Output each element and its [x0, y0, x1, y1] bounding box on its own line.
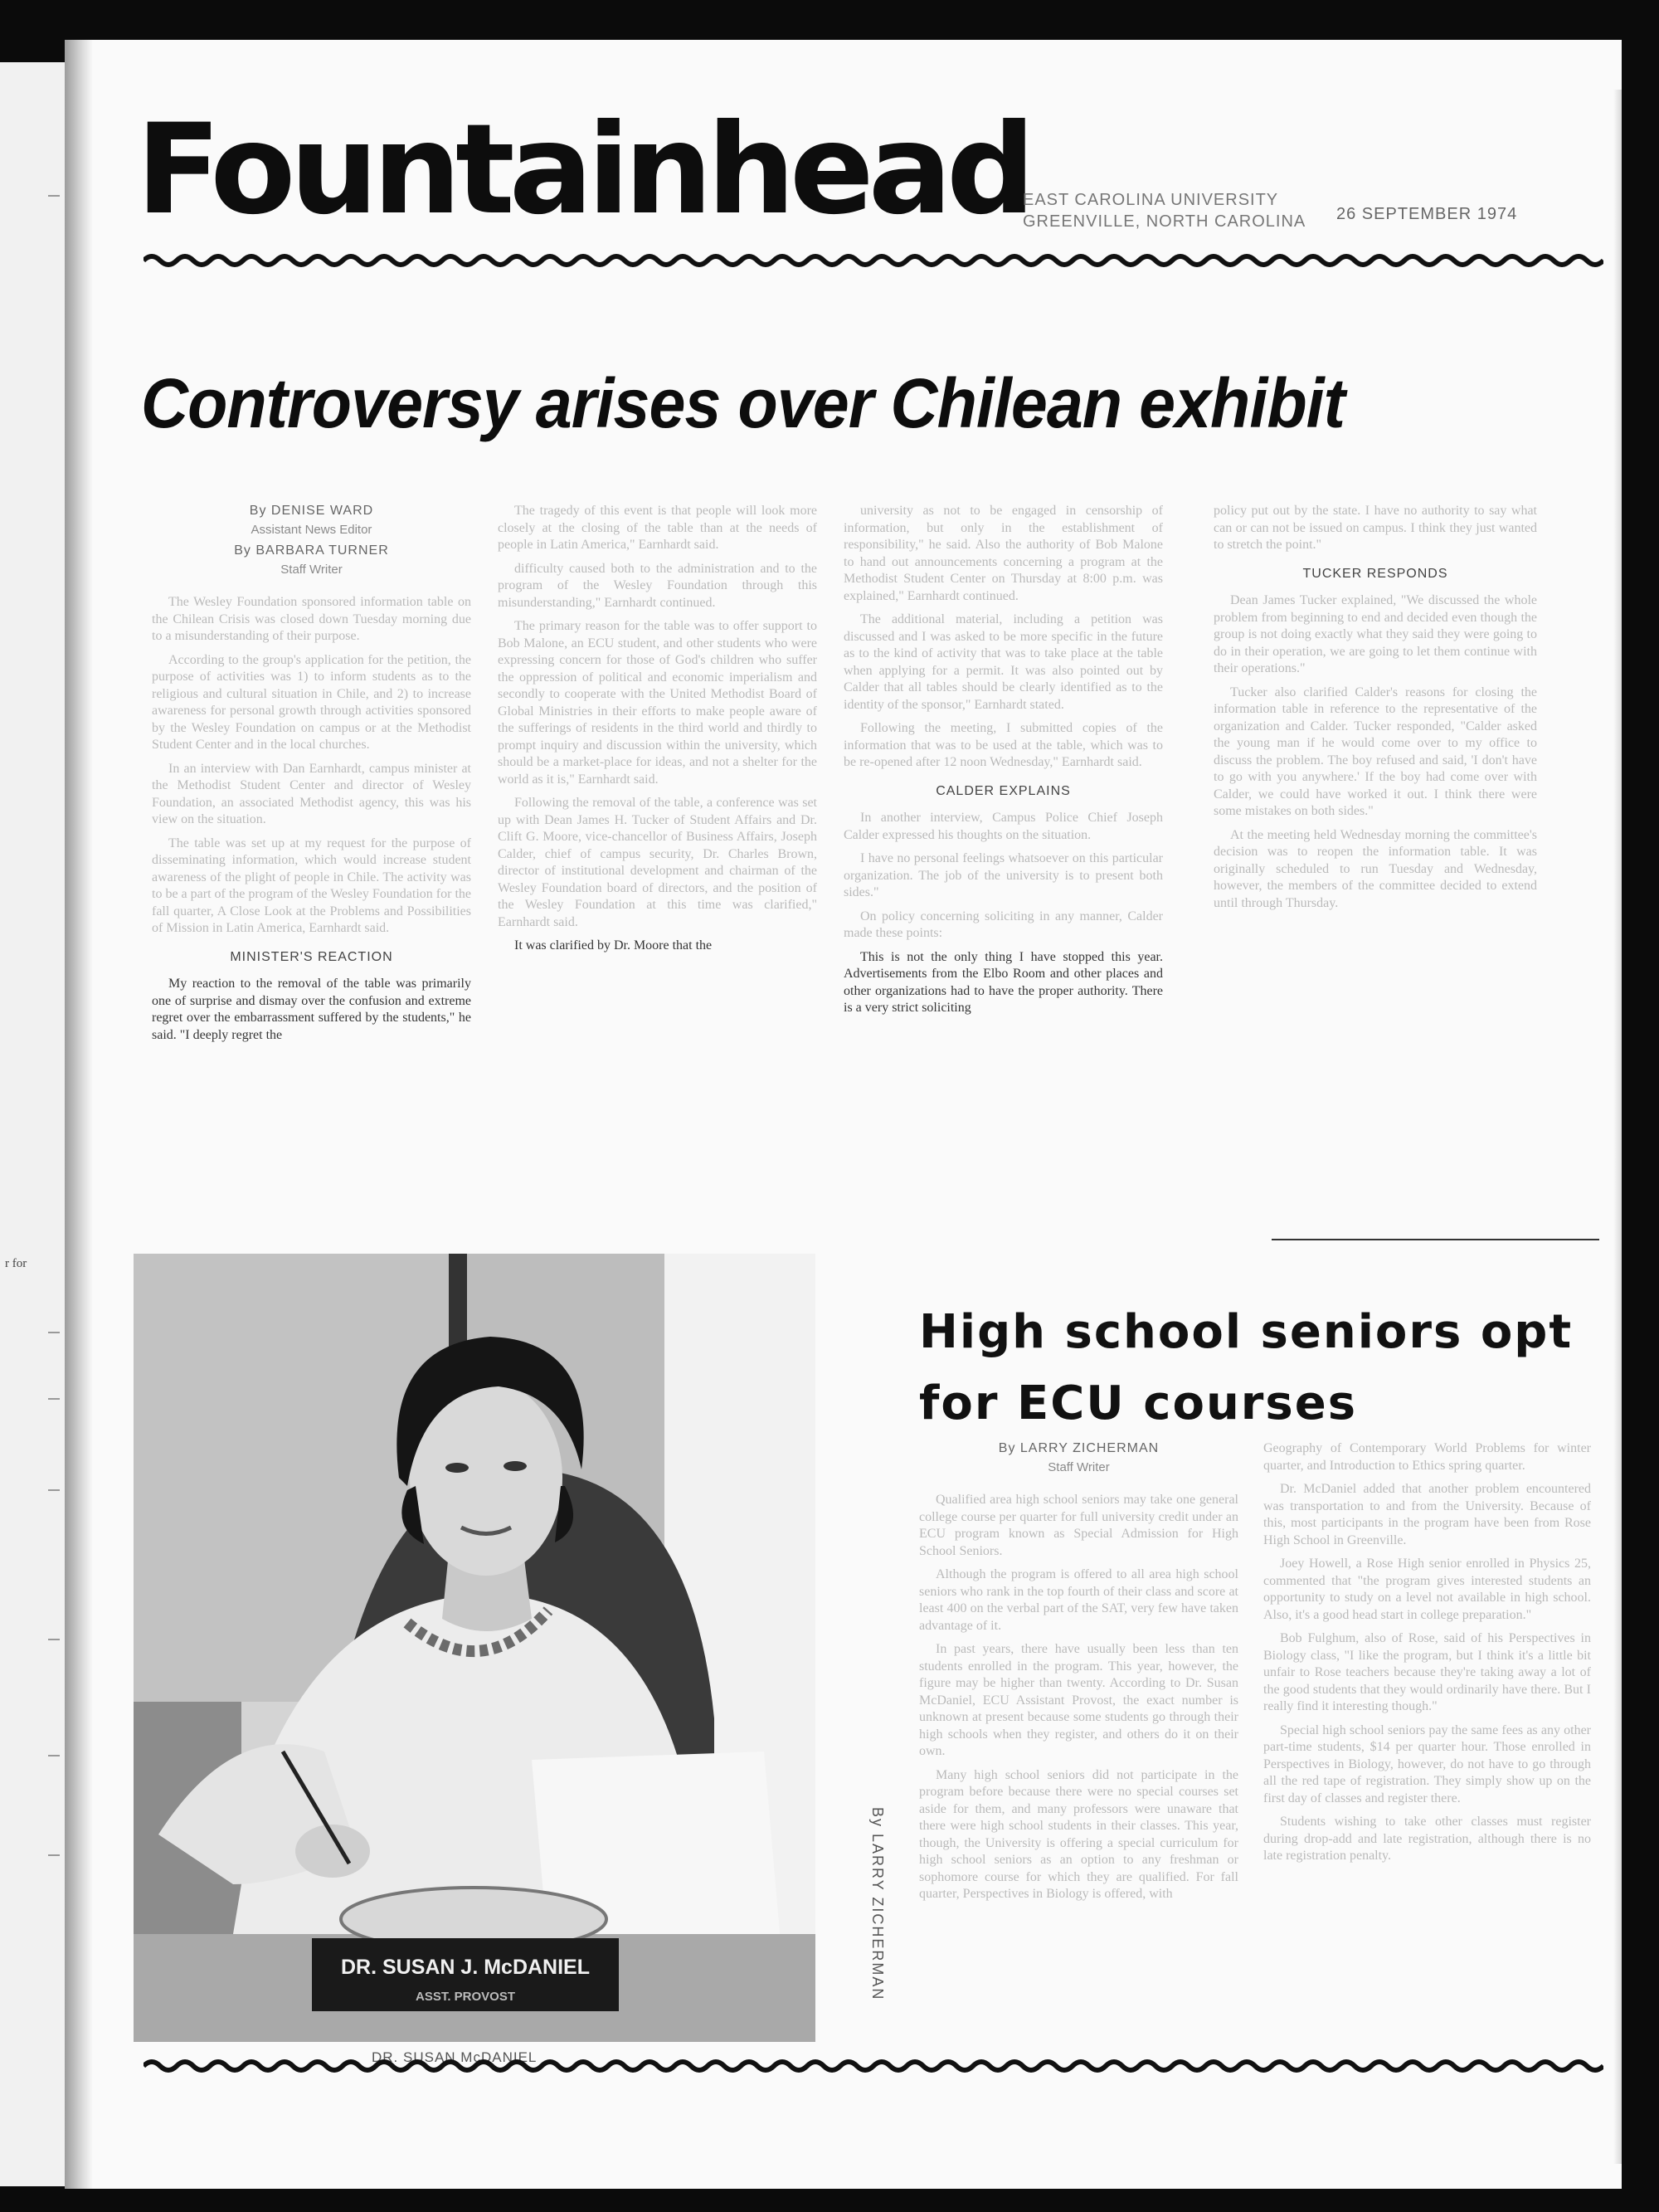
- story2-col2-para: Joey Howell, a Rose High senior enrolled in Physics 25, commented that "the program gives interested students an opportunity to study on a level not available in high school. Also, it's a good head start in college preparation.": [1263, 1557, 1591, 1622]
- story2-headline-line-1: High school seniors opt: [919, 1305, 1574, 1359]
- story2-col2-para: Dr. McDaniel added that another problem encountered was transportation to and from the University. Because of this, most participants in the program have been from Rose High School in Greenville.: [1263, 1482, 1591, 1547]
- previous-page-edge: [0, 62, 65, 2186]
- story1-col3-para: Following the meeting, I submitted copies of the information that was to be used at the table, which was to be re-opened after 12 noon Wednesday," Earnhardt said.: [844, 721, 1163, 769]
- story1-col2-para: The primary reason for the table was to offer support to Bob Malone, an ECU student, and other students who were expressing concern for those of God's children who suffer the oppression of political and economic imperialism and secondly to cooperate with the United Methodist Board of Global Ministries in their efforts to make people aware of the sufferings of residents in the third world and thirdly to prompt inquiry and discussion within the university, which should be a market-place for ideas, and not a shelter for the world as it is," Earnhardt said.: [498, 619, 817, 787]
- story1-column-4: [1214, 503, 1537, 1183]
- masthead-wavy-rule: [144, 249, 1603, 269]
- story1-col3-para: In another interview, Campus Police Chief Joseph Calder expressed his thoughts on the situation.: [844, 811, 1163, 842]
- story1-col1-para: In an interview with Dan Earnhardt, campus minister at the Methodist Student Center and director of Wesley Foundation, an associated Methodist agency, this was his view on the situation.: [152, 761, 471, 826]
- newspaper-page: [65, 40, 1622, 2189]
- story2-col1-para: Although the program is offered to all area high school seniors who rank in the top fourth of their class and score at least 400 on the verbal part of the SAT, very few have taken advantage of it.: [919, 1567, 1238, 1633]
- photo-illustration: [134, 1254, 815, 2042]
- story2-col1-para: Many high school seniors did not participate in the program before because there were no special courses set aside for them, and many professors were unaware that there were high school students in their classes. This year, though, the University is offering a special curriculum for high school seniors as an option to any freshman or sophomore course for which they are qualified. For fall quarter, Perspectives in Biology is offered, with: [919, 1767, 1238, 1901]
- story1-col1-para: According to the group's application for the petition, the purpose of activities was 1) to inform students as to the religious and cultural situation in Chile, and 2) to increase awareness for personal growth through activities sponsored by the Wesley Foundation on campus or at the Methodist Student Center and in the local churches.: [152, 652, 471, 752]
- subhead-calder-explains: CALDER EXPLAINS: [936, 783, 1071, 798]
- footer-wavy-rule: [144, 2056, 1603, 2076]
- mcdaniel-photo: [134, 1254, 815, 2042]
- nameplate-name: DR. SUSAN J. McDANIEL: [340, 1956, 591, 1979]
- story1-col3-para: This is not the only thing I have stopped this year. Advertisements from the Elbo Room and other places and other organizations had to have the proper authority. There is a very strict soliciting: [844, 949, 1163, 1015]
- story1-role-2: Staff Writer: [280, 563, 343, 577]
- story1-headline: Controversy arises over Chilean exhibit: [141, 364, 1345, 442]
- story1-col1-para: The table was set up at my request for the purpose of disseminating information, which would increase student awareness of the plight of people in Chile. The activity was to be a part of the program of the Wesley Foundation for the fall quarter, A Close Look at the Problems and Possibilities of Mission in Latin America, Earnhardt said.: [152, 836, 471, 935]
- story2-col1-para: Qualified area high school seniors may take one general college course per quarter for full university credit under an ECU program known as Special Admission for High School Seniors.: [919, 1493, 1238, 1558]
- masthead-date: 26 SEPTEMBER 1974: [1336, 205, 1518, 223]
- story2-col2-para: Bob Fulghum, also of Rose, said of his Perspectives in Biology class, "I like the program, but I think it's a little bit unfair to Rose teachers because they're taking away a lot of the good students that they would ordinarily have there. But I really find it interesting though.": [1263, 1631, 1591, 1713]
- story1-col2-para: The tragedy of this event is that people will look more closely at the closing of the table than at the needs of people in Latin America," Earnhardt said.: [498, 504, 817, 552]
- story1-col3-para: I have no personal feelings whatsoever on this particular organization. The job of the university is to present both sides.": [844, 851, 1163, 899]
- story2-headline: [919, 1297, 1573, 1440]
- masthead-title: Fountainhead: [136, 98, 1030, 242]
- column-divider-rule: [1272, 1239, 1599, 1240]
- story1-role-1: Assistant News Editor: [251, 523, 372, 537]
- story1-col3-para: The additional material, including a petition was discussed and I was asked to be more specific in the future as to the kind of activity that was to take place at the table when applying for a permit. It was also pointed out by Calder that all tables should be clearly identified as to the identity of the sponsor," Earnhardt stated.: [844, 612, 1163, 712]
- photo-caption: DR. SUSAN McDANIEL: [372, 2049, 538, 2065]
- story1-col2-para: Following the removal of the table, a conference was set up with Dean James H. Tucker of Student Affairs and Dr. Clift G. Moore, vice-chancellor of Business Affairs, Joseph Calder, chief of campus security, Dr. Charles Brown, director of institutional development and chairman of the Wesley Foundation board of directors, and the position of the Wesley Foundation at this time was clarified," Earnhardt said.: [498, 796, 817, 929]
- page-edge-shadow: [1613, 90, 1622, 2164]
- masthead-info: [1023, 189, 1306, 232]
- story1-column-1: [152, 503, 471, 1266]
- story1-col4-para: policy put out by the state. I have no authority to say what can or can not be issued on campus. I think they just wanted to stretch the point.": [1214, 504, 1537, 552]
- story2-headline-line-2: for ECU courses: [919, 1376, 1358, 1430]
- story2-column-2: [1263, 1440, 1591, 2079]
- masthead-location: GREENVILLE, NORTH CAROLINA: [1023, 212, 1306, 231]
- page-gutter: [65, 40, 93, 2189]
- nameplate-title: ASST. PROVOST: [415, 1990, 516, 2004]
- story2-col2-para: Geography of Contemporary World Problems for winter quarter, and Introduction to Ethics spring quarter.: [1263, 1441, 1591, 1473]
- story2-role: Staff Writer: [1048, 1460, 1110, 1474]
- story2-column-1: [919, 1440, 1238, 2079]
- story1-column-2: [498, 503, 817, 1266]
- subhead-ministers-reaction: MINISTER'S REACTION: [230, 949, 393, 964]
- masthead-university: EAST CAROLINA UNIVERSITY: [1023, 191, 1279, 209]
- story2-byline: By LARRY ZICHERMAN: [998, 1441, 1160, 1455]
- story1-column-3: [844, 503, 1163, 1266]
- story1-col4-para: Dean James Tucker explained, "We discussed the whole problem from beginning to end and decided even though the group is not doing exactly what they said they were going to do in their operation, we are going to let them continue with their operations.": [1214, 593, 1537, 675]
- story1-col2-para: difficulty caused both to the administration and to the program of the Wesley Foundation through this misunderstanding," Earnhardt continued.: [498, 561, 817, 610]
- previous-page-fragment: r for: [5, 1257, 27, 1270]
- story1-byline-2: By BARBARA TURNER: [234, 543, 389, 558]
- story1-col2-para: It was clarified by Dr. Moore that the: [514, 938, 713, 953]
- photo-credit: By LARRY ZICHERMAN: [869, 1807, 886, 2001]
- story1-col4-para: At the meeting held Wednesday morning the committee's decision was to reopen the information table. It was originally scheduled to run Tuesday and Wednesday, however, the members of the committee decided to extend until through Thursday.: [1214, 827, 1537, 910]
- story1-col1-para: My reaction to the removal of the table was primarily one of surprise and dismay over the confusion and extreme regret over the embarrassment suffered by the students," he said. "I deeply regret the: [152, 977, 471, 1042]
- story1-col4-para: Tucker also clarified Calder's reasons for closing the information table in reference to the representative of the organization and Calder. Tucker responded, "Calder asked the young man if he would come over to my office to discuss the problem. The boy refused and said, 'I don't have to go with you anywhere.' If the boy had come over with Calder, we could have worked it out. I think there were some mistakes on both sides.": [1214, 685, 1537, 818]
- story2-col1-para: In past years, there have usually been less than ten students enrolled in the program. This year, however, the figure may be higher than twenty. According to Dr. Susan McDaniel, ECU Assistant Provost, the exact number is unknown at present because some students go through their high schools when they register, and others do it on their own.: [919, 1642, 1238, 1758]
- story1-byline-1: By DENISE WARD: [249, 504, 374, 518]
- story2-col2-para: Students wishing to take other classes must register during drop-add and late registration, although there is no late registration penalty.: [1263, 1815, 1591, 1863]
- story1-col3-para: university as not to be engaged in censorship of information, but only in the establishment of responsibility," he said. Also the authority of Bob Malone to hand out announcements concerning a program at the Methodist Student Center on Thursday at 8:00 p.m. was explained," Earnhardt continued.: [844, 504, 1163, 603]
- story2-col2-para: Special high school seniors pay the same fees as any other part-time students, $14 per quarter hour. Those enrolled in Perspectives in Biology, however, do not have to go through all the red tape of registration. They simply show up on the first day of classes and register there.: [1263, 1722, 1591, 1805]
- story1-col3-para: On policy concerning soliciting in any manner, Calder made these points:: [844, 909, 1163, 940]
- story1-col1-para: The Wesley Foundation sponsored information table on the Chilean Crisis was closed down Tuesday morning due to a misunderstanding of their purpose.: [152, 595, 471, 643]
- subhead-tucker-responds: TUCKER RESPONDS: [1302, 566, 1448, 581]
